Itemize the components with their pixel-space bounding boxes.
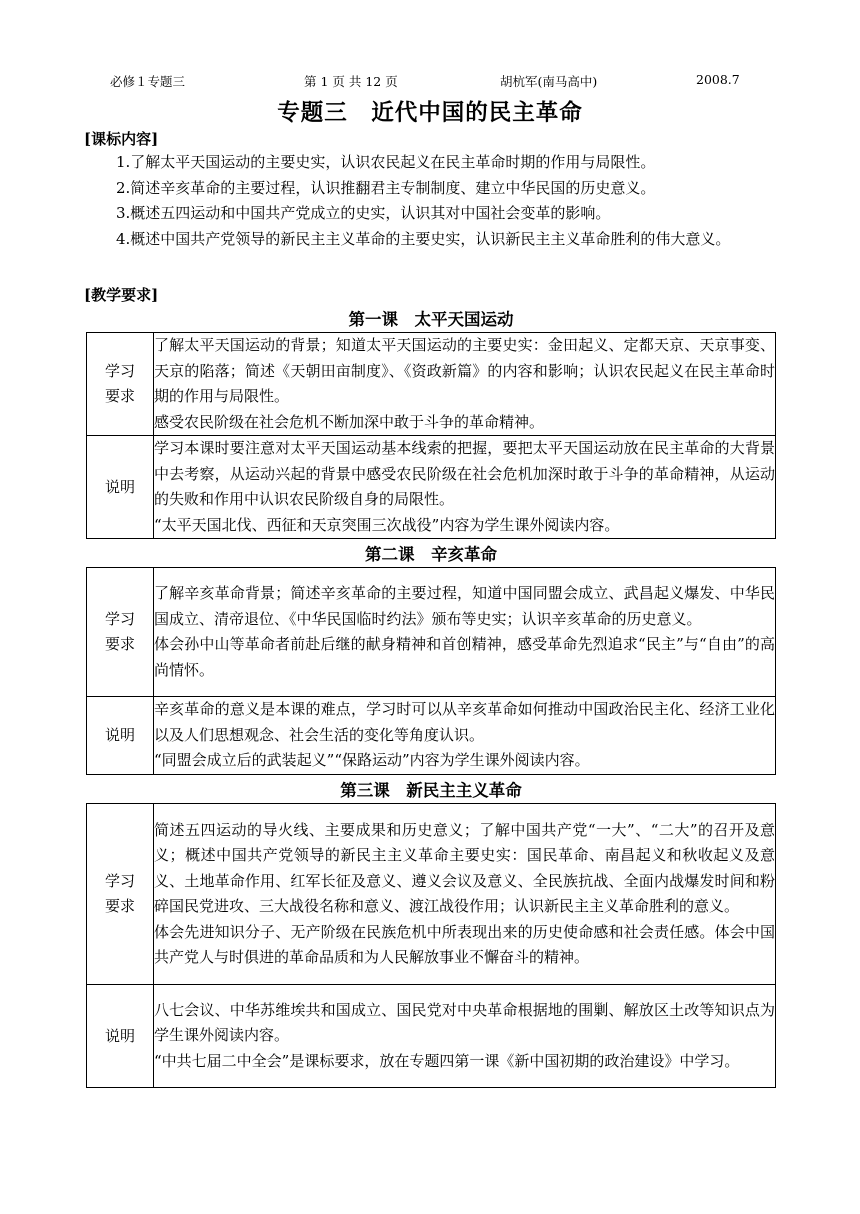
lesson-3-table <box>86 803 776 1088</box>
lesson-1-title: 第一课 太平天国运动 <box>348 310 514 329</box>
table-row <box>87 333 776 436</box>
curriculum-item: 3.概述五四运动和中国共产党成立的史实，认识其对中国社会变革的影响。 <box>116 204 611 222</box>
note-label: 说明 <box>87 985 154 1088</box>
note-content: 八七会议、中华苏维埃共和国成立、国民党对中央革命根据地的围剿、解放区土改等知识点为学生课外阅读内容。 “中共七届二中全会”是课标要求，放在专题四第一课《新中国初期的政治建设》中学习。 <box>154 985 776 1088</box>
curriculum-item: 1.了解太平天国运动的主要史实，认识农民起义在民主革命时期的作用与局限性。 <box>116 153 656 171</box>
table-row <box>87 985 776 1088</box>
header-author: 胡杭军(南马高中) <box>500 74 598 89</box>
table-row <box>87 436 776 539</box>
requirements-content: 了解辛亥革命背景；简述辛亥革命的主要过程，知道中国同盟会成立、武昌起义爆发、中华民国成立、清帝退位、《中华民国临时约法》颁布等史实；认识辛亥革命的历史意义。 体会孙中山等革命者前赴后继的献身精神和首创精神，感受革命先烈追求“民主”与“自由”的高尚情怀。 <box>154 568 776 697</box>
note-label: 说明 <box>87 697 154 775</box>
note-content: 辛亥革命的意义是本课的难点，学习时可以从辛亥革命如何推动中国政治民主化、经济工业化以及人们思想观念、社会生活的变化等角度认识。 “同盟会成立后的武装起义”“保路运动”内容为学生课外阅读内容。 <box>154 697 776 775</box>
curriculum-list <box>86 150 776 252</box>
curriculum-item: 2.简述辛亥革命的主要过程，认识推翻君主专制制度、建立中华民国的历史意义。 <box>116 178 656 197</box>
requirements-label: 学习要求 <box>87 568 154 697</box>
page-header <box>0 72 860 92</box>
lesson-1-table <box>86 332 776 539</box>
curriculum-item: 4.概述中国共产党领导的新民主主义革命的主要史实，认识新民主主义革命胜利的伟大意义。 <box>116 229 731 248</box>
lesson-3-title: 第三课 新民主主义革命 <box>340 781 522 800</box>
requirements-content: 了解太平天国运动的背景；知道太平天国运动的主要史实：金田起义、定都天京、天京事变、天京的陷落；简述《天朝田亩制度》、《资政新篇》的内容和影响；认识农民起义在民主革命时期的作用与局限性。 感受农民阶级在社会危机不断加深中敢于斗争的革命精神。 <box>154 333 776 436</box>
header-page-number: 第 1 页 共 12 页 <box>304 74 398 89</box>
note-content: 学习本课时要注意对太平天国运动基本线索的把握，要把太平天国运动放在民主革命的大背景中去考察，从运动兴起的背景中感受农民阶级在社会危机加深时敢于斗争的革命精神，从运动的失败和作用中认识农民阶级自身的局限性。 “太平天国北伐、西征和天京突围三次战役”内容为学生课外阅读内容。 <box>154 436 776 539</box>
table-row <box>87 568 776 697</box>
requirements-label: 学习要求 <box>87 804 154 985</box>
requirements-label: 学习要求 <box>87 333 154 436</box>
page-title: 专题三 近代中国的民主革命 <box>277 100 583 126</box>
header-course: 必修１专题三 <box>110 74 186 89</box>
curriculum-label: [课标内容] <box>84 130 159 148</box>
table-row <box>87 804 776 985</box>
lesson-2-title: 第二课 辛亥革命 <box>365 545 497 564</box>
teaching-label: [教学要求] <box>84 286 159 304</box>
note-label: 说明 <box>87 436 154 539</box>
header-date: 2008.7 <box>696 72 740 87</box>
requirements-content: 简述五四运动的导火线、主要成果和历史意义；了解中国共产党“一大”、“二大”的召开及意义；概述中国共产党领导的新民主主义革命主要史实：国民革命、南昌起义和秋收起义及意义、土地革命作用、红军长征及意义、遵义会议及意义、全民族抗战、全面内战爆发时间和粉碎国民党进攻、三大战役名称和意义、渡江战役作用；认识新民主主义革命胜利的意义。 体会先进知识分子、无产阶级在民族危机中所表现出来的历史使命感和社会责任感。体会中国共产党人与时俱进的革命品质和为人民解放事业不懈奋斗的精神。 <box>154 804 776 985</box>
lesson-2-table <box>86 567 776 775</box>
table-row <box>87 697 776 775</box>
